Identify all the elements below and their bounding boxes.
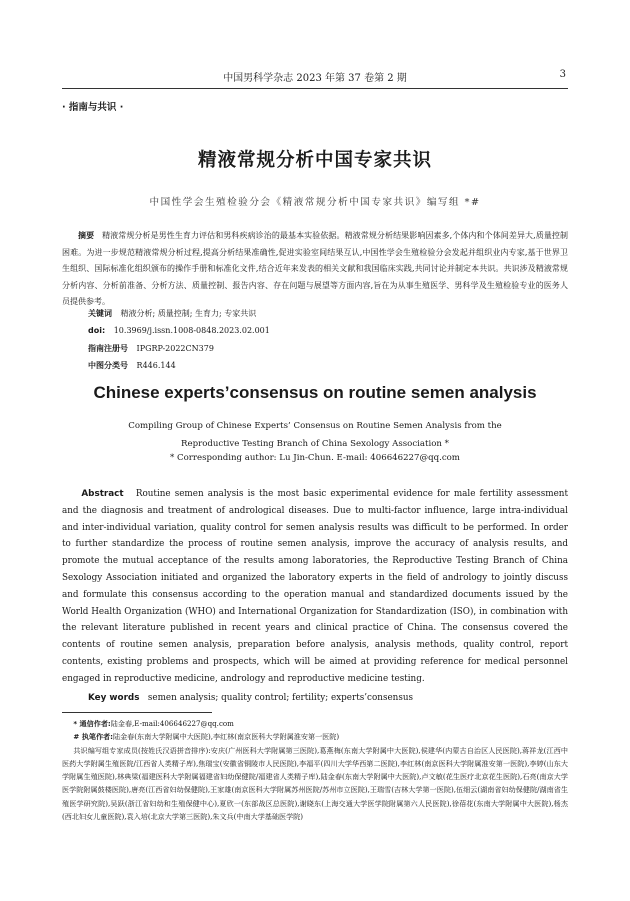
doi-line: [88, 326, 270, 335]
english-title: Chinese experts’consensus on routine semen analysis: [93, 383, 537, 402]
chinese-keywords-text: 精液分析; 质量控制; 生育力; 专家共识: [120, 309, 257, 318]
journal-issue: 中国男科学杂志 2023 年第 37 卷第 2 期: [223, 73, 407, 84]
footnote-corresponding: [62, 717, 568, 730]
chinese-abstract: [62, 228, 568, 311]
chinese-keywords: [88, 308, 256, 319]
english-keywords-label: Key words: [88, 693, 140, 703]
chinese-keywords-label: 关键词: [88, 309, 112, 318]
footnote-executive-authors: [62, 730, 568, 743]
english-abstract: [62, 486, 568, 688]
running-head: [62, 69, 568, 85]
chinese-abstract-text: 精液常规分析是男性生育力评估和男科疾病诊治的最基本实验依据。精液常规分析结果影响因素多,个体内和个体间差异大,质量控制困难。为进一步规范精液常规分析过程,提高分析结果准确性,促进实验室间结果互认,中国性学会生殖检验分会发起并组织业内专家,基于世界卫生组织、国际标准化组织颁布的操作手册和标准化文件,结合近年来发表的相关文献和我国临床实践,共同讨论并制定本共识。共识涉及精液常规分析内容、分析前准备、分析方法、质量控制、报告内容、存在问题与展望等方面内容,旨在为从事生殖医学、男科学及生殖检验专业的医务人员提供参考。: [62, 231, 568, 306]
clc-number: [88, 360, 176, 371]
clc-label: 中图分类号: [88, 361, 128, 370]
english-authors-line-1: Compiling Group of Chinese Experts’ Consensus on Routine Semen Analysis from the: [128, 421, 502, 431]
english-abstract-label: Abstract: [81, 489, 124, 499]
footnote-members: 共识编写组专家成员(按姓氏汉语拼音排序):安庆(广州医科大学附属第三医院),葛燕梅(东南大学附属中大医院),侯建华(内蒙古自治区人民医院),蒋祥龙(江西中医药大学附属生殖医院/江西省人类精子库),焦瑞宝(安徽省铜陵市人民医院),李福平(四川大学华西第二医院),李红林(南京医科大学附属淮安第一医院),李婷(山东大学附属生殖医院),林典梁(福建医科大学附属福建省妇幼保健院/福建省人类精子库),陆金春(东南大学附属中大医院),卢文敏(花生医疗北京花生医院),石亮(南京大学医学院附属鼓楼医院),唐亮(江西省妇幼保健院),王家雄(南京医科大学附属苏州医院/苏州市立医院),王瑞雪(吉林大学第一医院),伍细云(湖南省妇幼保健院/湖南省生殖医学研究院),吴跃(浙江省妇幼和生殖保健中心),夏欣一(东部战区总医院),谢晓东(上海交通大学医学院附属第六人民医院),徐蓓花(东南大学附属中大医院),杨杰(西北妇女儿童医院),袁入培(北京大学第三医院),朱文兵(中南大学基础医学院): [62, 745, 568, 822]
guideline-registration: [88, 343, 214, 354]
footnote-executive-text: 陆金春(东南大学附属中大医院),李红林(南京医科大学附属淮安第一医院): [112, 732, 340, 742]
english-abstract-text: Routine semen analysis is the most basic experimental evidence for male fertility assessment and the diagnosis and treatment of andrological diseases. Due to multi-factor influence, large intra-individual and inter-individual variation, quality control for semen analysis results was difficult to be performed. In order to further standardize the process of routine semen analysis, improve the accuracy of analysis results, and promote the mutual acceptance of the results among laboratories, the Reproductive Testing Branch of China Sexology Association initiated and organized the laboratory experts in the field of andrology to jointly discuss and formulate this consensus according to the operation manual and standardized documents issued by the World Health Organization (WHO) and International Organization for Standardization (ISO), in combination with the relevant literature published in recent years and clinical practice of China. The consensus covered the contents of routine semen analysis, preparation before analysis, analysis methods, quality control, report contents, existing problems and prospects, which will be aimed at providing reference for medical personnel engaged in reproductive medicine, andrology and reproductive medicine testing.: [62, 489, 568, 684]
clc-value: R446.144: [136, 361, 176, 370]
english-authors: [70, 418, 560, 453]
guideline-label: 指南注册号: [88, 344, 128, 353]
guideline-number: IPGRP-2022CN379: [136, 344, 214, 353]
footnotes: [62, 717, 568, 823]
chinese-abstract-label: 摘要: [78, 231, 95, 240]
chinese-title: 精液常规分析中国专家共识: [197, 150, 432, 171]
doi-value: 10.3969/j.issn.1008-0848.2023.02.001: [113, 326, 270, 335]
footnote-executive-label: # 执笔作者:: [73, 732, 113, 742]
page-number: 3: [559, 69, 566, 80]
header-rule: [62, 88, 568, 89]
footnote-corresponding-label: * 通信作者:: [73, 719, 111, 728]
english-authors-line-2: Reproductive Testing Branch of China Sexology Association *: [181, 438, 449, 449]
english-keywords: [88, 693, 413, 703]
doi-label: doi:: [88, 326, 106, 335]
footnote-corresponding-text: 陆金春,E-mail:406646227@qq.com: [110, 719, 234, 728]
chinese-authors: 中国性学会生殖检验分会《精液常规分析中国专家共识》编写组 *#: [149, 197, 481, 208]
english-corresponding-author: * Corresponding author: Lu Jin-Chun. E-mail: 406646227@qq.com: [170, 453, 460, 463]
footnote-rule: [62, 712, 212, 713]
section-tag: · 指南与共识 ·: [62, 102, 124, 113]
english-keywords-text: semen analysis; quality control; fertility; experts’consensus: [147, 693, 414, 703]
